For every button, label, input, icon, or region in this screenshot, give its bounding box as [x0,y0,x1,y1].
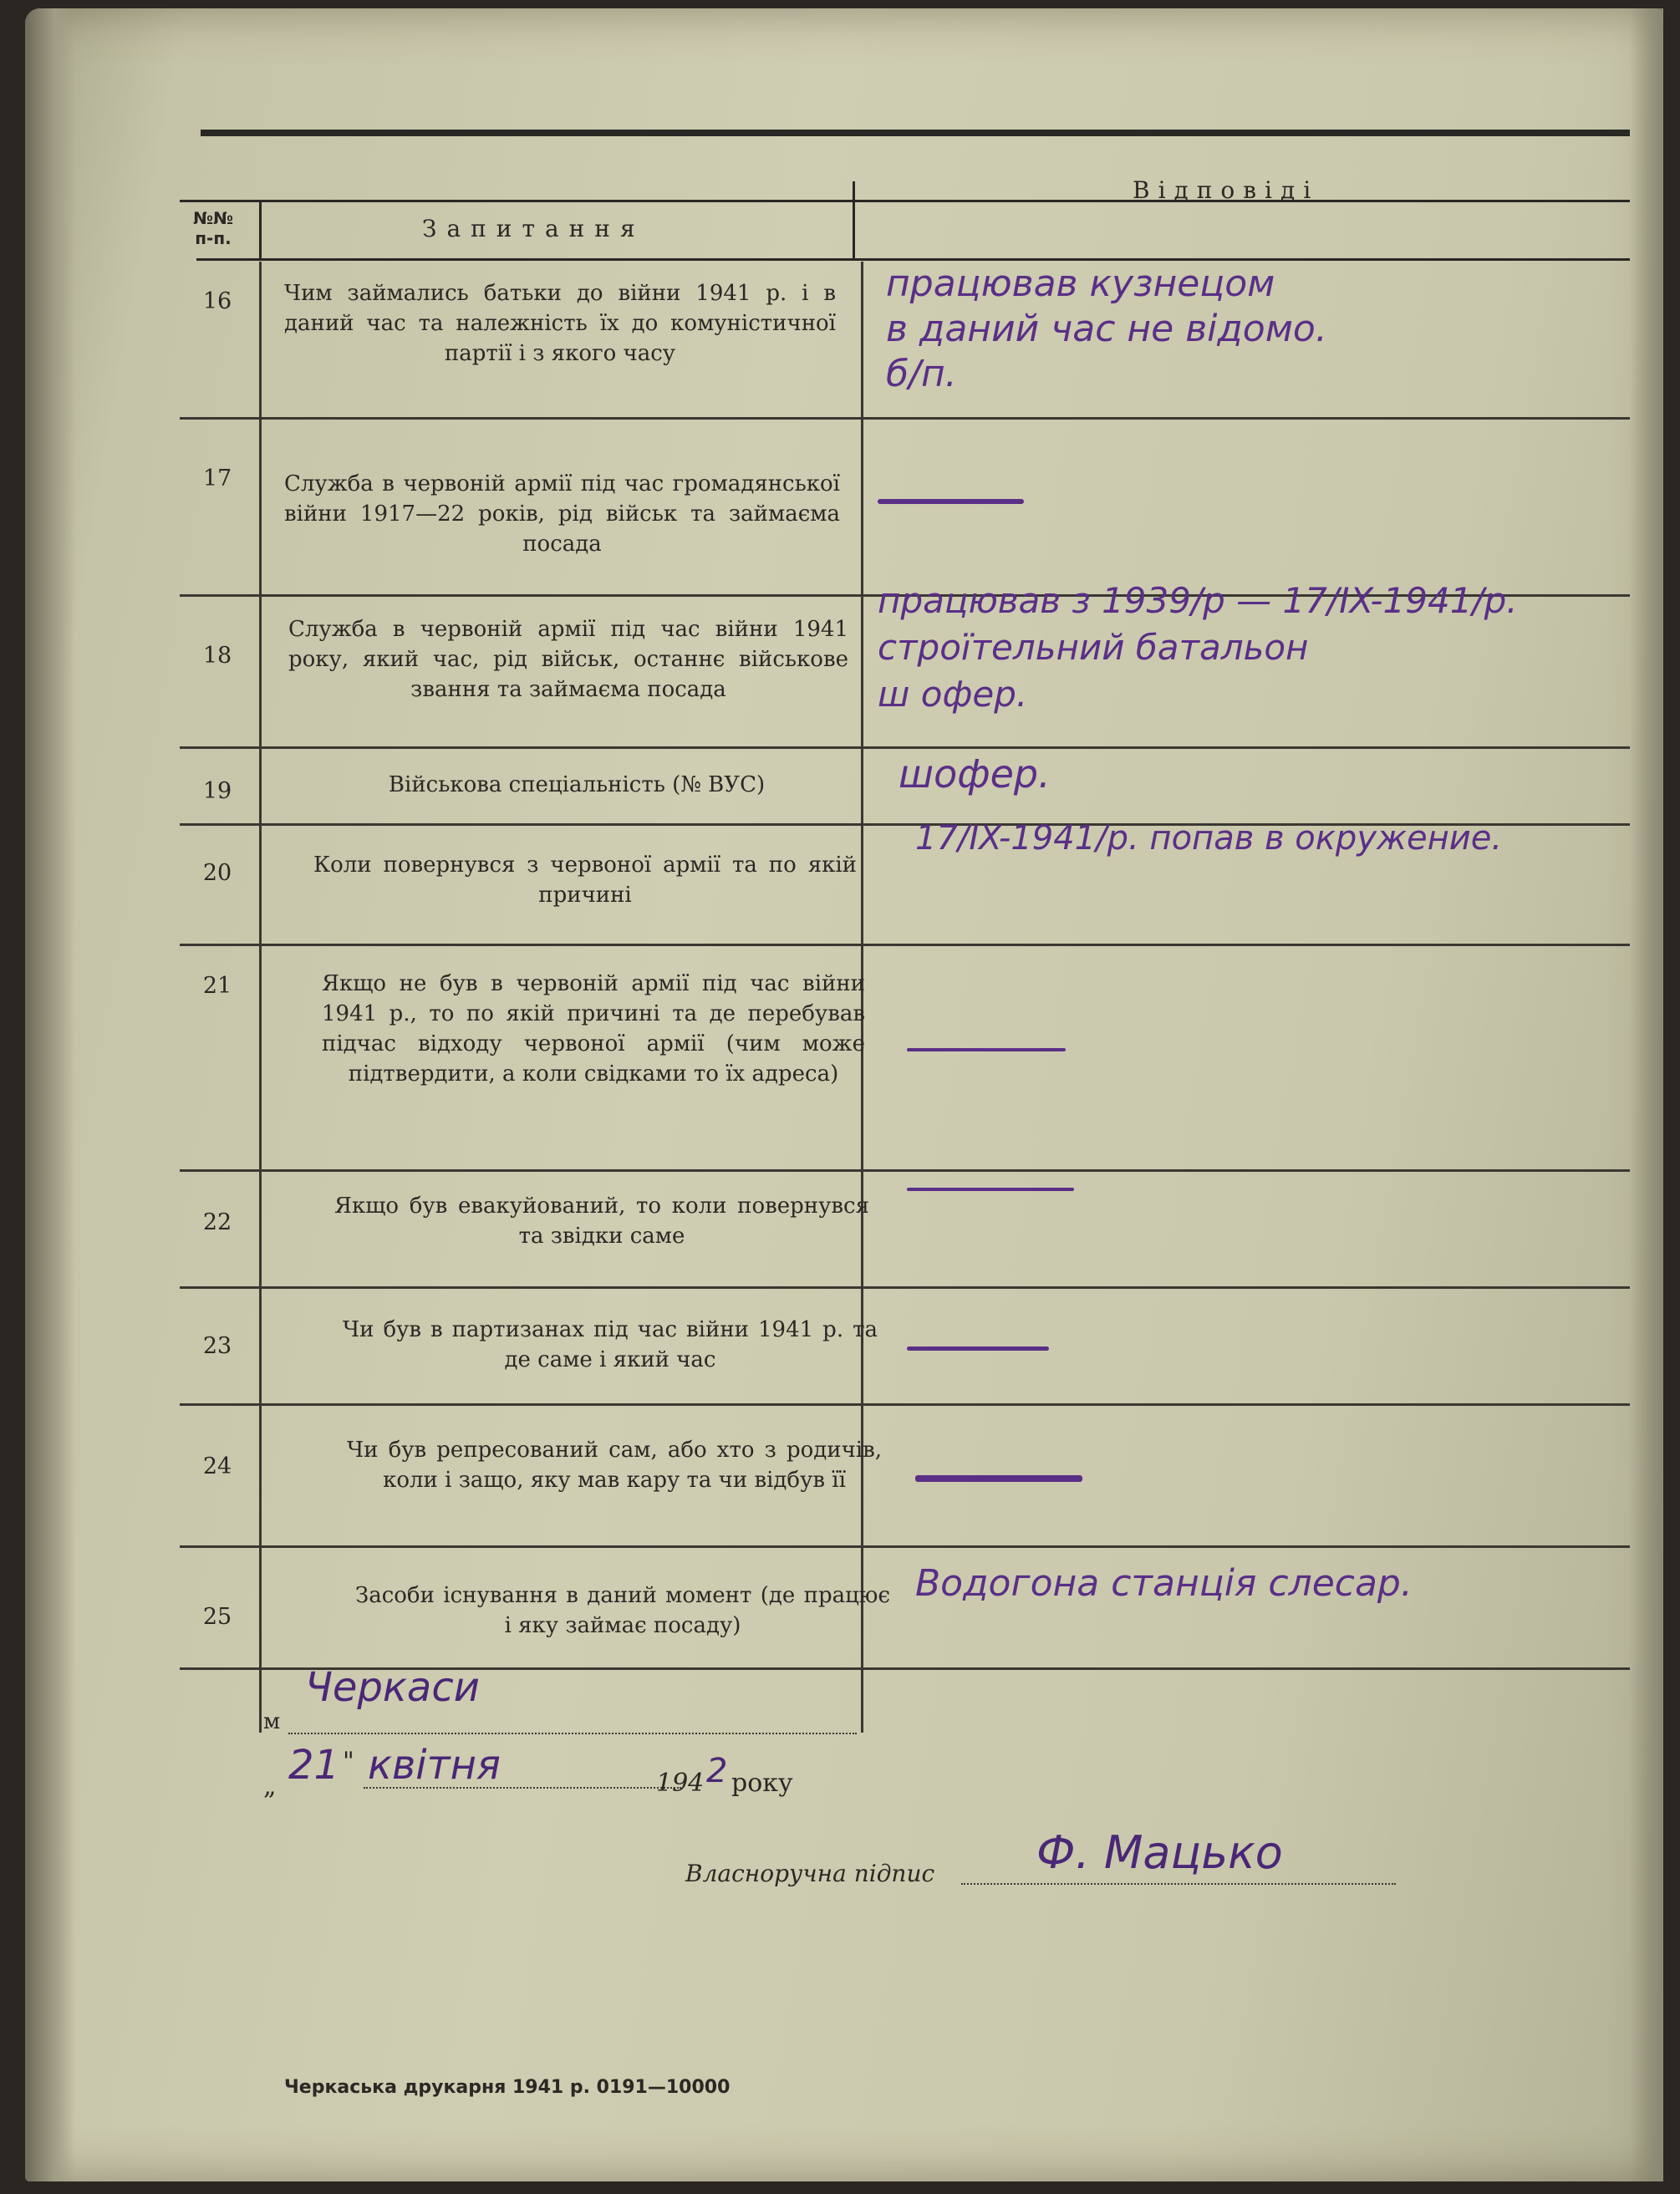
date-day: 21 [288,1742,340,1789]
answer-dash [907,1346,1049,1351]
row-question: Військова спеціальність (№ ВУС) [388,772,766,797]
row-19 [180,746,1630,823]
place-prefix: м [263,1709,281,1734]
row-answer: шофер. [899,751,1051,797]
date-open-quote: „ [263,1772,277,1801]
header-top-rule [201,130,1630,136]
row-number: 24 [202,1453,232,1479]
row-question: Чи був репресований сам, або хто з родичів, коли і защо, яку мав кару та чи відбув її [347,1438,882,1493]
row-question: Якщо був евакуйований, то коли повернувся та звідки саме [334,1194,869,1249]
answers-column-title: Відповіді [1133,176,1320,204]
row-22 [180,1169,1630,1286]
answer-dash [907,1048,1066,1051]
document-page [25,8,1663,2181]
row-21 [180,944,1630,1169]
row-question: Чим займались батьки до війни 1941 р. і в даний час та належність їх до комуністичної партії і з якого часу [284,281,836,366]
row-question: Коли повернувся з червоної армії та по якій причині [313,853,857,908]
place-underline [288,1733,857,1734]
row-question: Якщо не був в червоній армії під час війни 1941 р., то по якій причині та де перебував підчас відходу червоної армії (чим може підтвердити, а коли свідками то їх адреса) [322,971,865,1087]
page-right-edge [1630,8,1663,2181]
signature-underline [961,1883,1396,1885]
header-divider-answers [853,181,855,258]
row-answer: Водогона станція слесар. [915,1562,1413,1605]
date-underline [364,1787,681,1789]
answer-dash [907,1188,1074,1191]
row-answer: 17/IX-1941/р. попав в окружение. [915,819,1503,858]
row-17 [180,417,1630,594]
signature-handwritten: Ф. Мацько [1036,1826,1283,1879]
date-close-quote: " [343,1747,354,1776]
date-year-printed: 194 [656,1769,705,1798]
row-number: 16 [202,288,232,314]
signature-label: Власноручна підпис [685,1860,935,1887]
row-23 [180,1286,1630,1403]
row-24 [180,1403,1630,1545]
row-answer: працював кузнецом в даний час не відомо. б/п. [886,262,1327,395]
row-answer: працював з 1939/р — 17/IX-1941/р. строїтельний батальон ш офер. [878,580,1518,715]
header-bottom-rule [196,258,1630,261]
page-worn-edge [25,8,75,2181]
row-question: Засоби існування в даний момент (де працює і яку займає посаду) [355,1583,890,1638]
answer-dash [915,1475,1082,1482]
answer-dash [878,499,1024,504]
printer-imprint: Черкаська друкарня 1941 р. 0191—10000 [284,2077,731,2098]
row-number: 21 [202,973,232,999]
row-number: 18 [202,643,232,669]
row-20 [180,819,1630,944]
num-column-title: №№ п-п. [192,208,234,248]
row-number: 22 [202,1209,232,1235]
row-number: 17 [202,466,232,491]
questions-column-title: Запитання [422,215,645,242]
row-16 [180,262,1630,417]
row-question: Служба в червоній армії під час війни 1941 року, який час, рід військ, останнє військове звання та займаєма посада [288,617,848,702]
row-number: 20 [202,860,232,886]
row-question: Чи був в партизанах під час війни 1941 р. та де саме і який час [343,1317,878,1372]
row-number: 19 [202,778,232,804]
row-25 [180,1545,1630,1667]
row-number: 23 [202,1333,232,1359]
table-header [180,148,1630,248]
date-year-written: 2 [706,1752,728,1790]
header-divider-num [259,200,262,258]
row-number: 25 [202,1604,232,1630]
row-question: Служба в червоній армії під час громадянської війни 1917—22 років, рід військ та займаєма посада [284,471,840,557]
header-rule [180,200,1630,202]
place-value: Черкаси [305,1664,480,1711]
date-month: квітня [368,1742,501,1789]
row-18 [180,580,1630,746]
date-suffix: року [731,1769,793,1798]
